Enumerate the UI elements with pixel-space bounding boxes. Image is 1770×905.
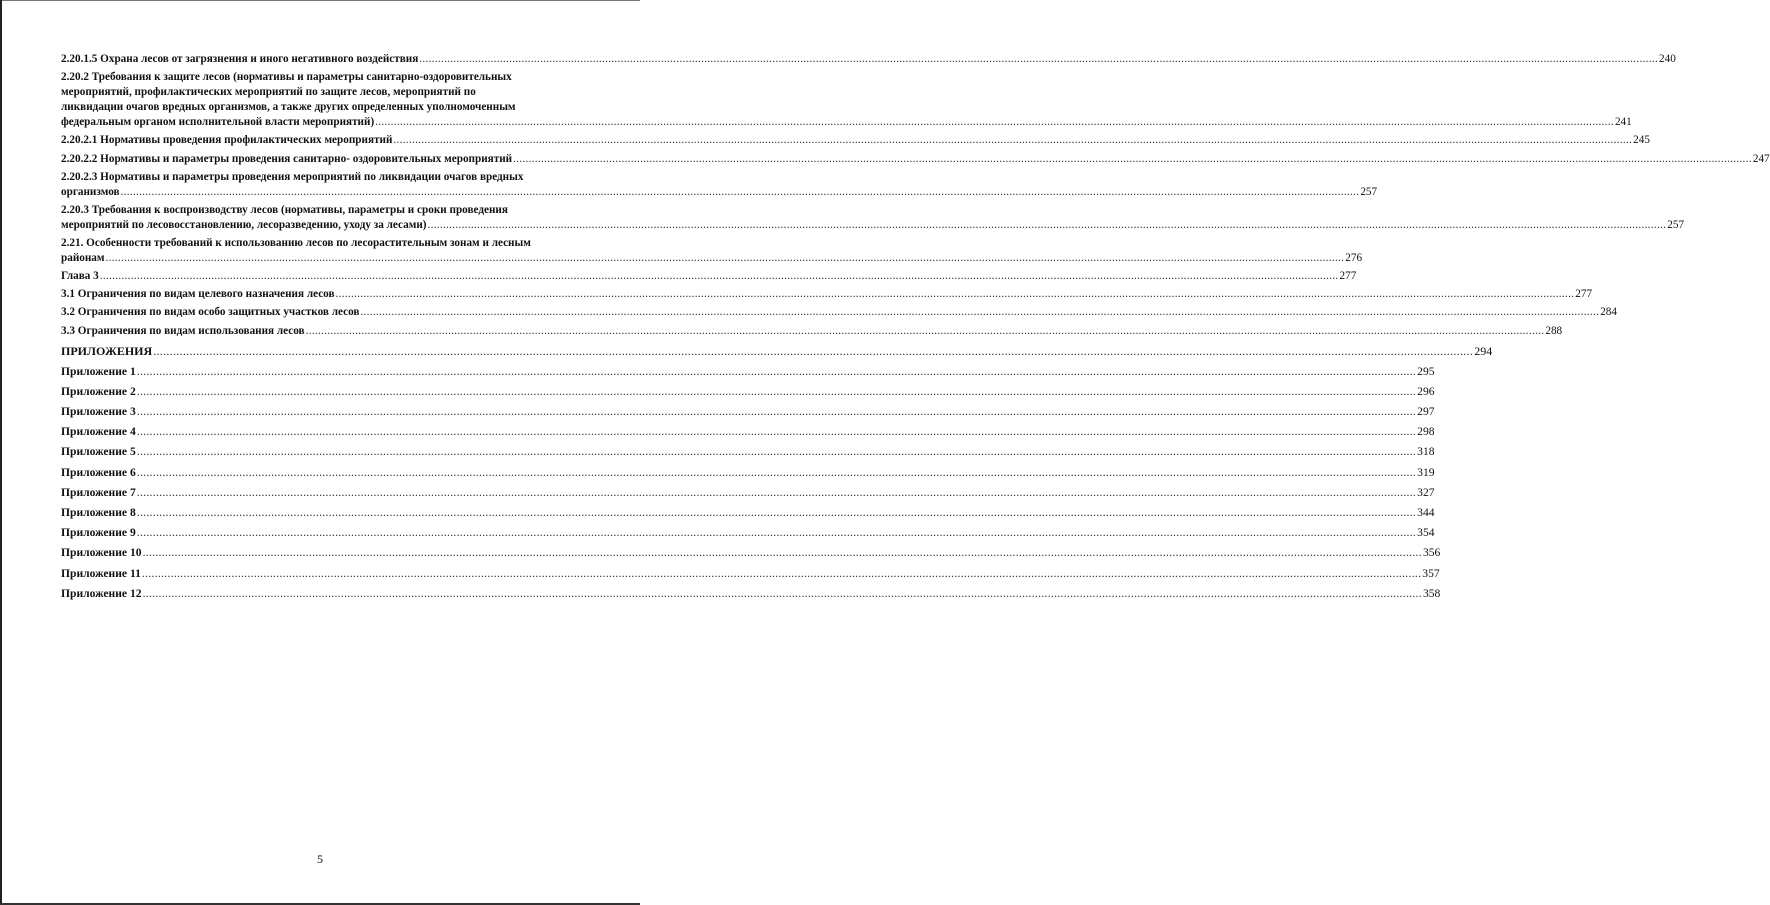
dot-leader: ................................................................................................................................................................................................................................................................................................................................................................................................................ <box>375 116 1614 129</box>
toc-page-number: 247 <box>1752 152 1770 165</box>
toc-entry-title-line: мероприятий, профилактических мероприятий по защите лесов, мероприятий по <box>61 86 476 99</box>
appendix-entry[interactable] <box>61 565 1440 582</box>
appendix-entry[interactable] <box>61 524 1435 541</box>
toc-page-number: 277 <box>1339 270 1357 283</box>
appendix-entry[interactable] <box>61 403 1435 420</box>
toc-entry[interactable] <box>61 305 1617 320</box>
toc-entry-title: Приложение 1 <box>61 364 136 378</box>
toc-entry[interactable] <box>61 287 1593 302</box>
toc-entry-line <box>61 287 1593 302</box>
appendix-entry[interactable] <box>61 464 1435 481</box>
toc-page-number: 318 <box>1417 445 1435 459</box>
toc-entry-line <box>61 324 1563 339</box>
dot-leader: ................................................................................................................................................................................................................................................................................................................................................................................................................ <box>136 445 1417 459</box>
toc-entry-title: Приложение 12 <box>61 586 142 600</box>
dot-leader: ................................................................................................................................................................................................................................................................................................................................................................................................................ <box>136 384 1417 398</box>
toc-entry-line <box>61 383 1435 400</box>
scan-edge-left <box>0 0 2 905</box>
appendix-entry[interactable] <box>61 504 1435 521</box>
appendix-entry[interactable] <box>61 484 1435 501</box>
toc-entry[interactable] <box>61 152 1770 167</box>
toc-entry-line <box>61 565 1440 582</box>
toc-entry-line <box>61 115 1632 130</box>
toc-entry-title: 3.3 Ограничения по видам использования лесов <box>61 324 305 337</box>
toc-entry-title-line: 2.20.2 Требования к защите лесов (нормативы и параметры санитарно-оздоровительных <box>61 71 512 84</box>
toc-entry-title: организмов <box>61 185 120 198</box>
toc-page-number: 356 <box>1422 546 1441 560</box>
toc-entry-line <box>61 218 1685 233</box>
toc-entry-title: 2.20.2.1 Нормативы проведения профилактических мероприятий <box>61 134 393 147</box>
toc-entry-line <box>61 52 1676 67</box>
toc-entry-title: Приложение 9 <box>61 526 136 540</box>
toc-entry-line <box>61 585 1441 602</box>
table-of-contents <box>61 52 1770 605</box>
toc-entry-line <box>61 152 1770 167</box>
toc-entry-title: 3.1 Ограничения по видам целевого назначения лесов <box>61 288 335 301</box>
dot-leader: ................................................................................................................................................................................................................................................................................................................................................................................................................ <box>99 270 1339 283</box>
dot-leader: ................................................................................................................................................................................................................................................................................................................................................................................................................ <box>335 288 1575 301</box>
toc-entry-line <box>61 464 1435 481</box>
toc-page-number: 294 <box>1474 343 1493 358</box>
toc-entry-line <box>61 363 1435 380</box>
toc-page-number: 284 <box>1600 306 1617 319</box>
toc-entry-title: ПРИЛОЖЕНИЯ <box>61 343 153 358</box>
toc-entry-line <box>61 251 1363 266</box>
toc-entry[interactable] <box>61 236 1363 266</box>
toc-page-number: 358 <box>1422 586 1441 600</box>
toc-entry-title: 2.20.2.2 Нормативы и параметры проведения санитарно- оздоровительных мероприятий <box>61 152 513 165</box>
dot-leader: ................................................................................................................................................................................................................................................................................................................................................................................................................ <box>305 324 1545 337</box>
dot-leader: ................................................................................................................................................................................................................................................................................................................................................................................................................ <box>136 425 1417 439</box>
toc-entry-title: Глава 3 <box>61 270 99 283</box>
dot-leader: ................................................................................................................................................................................................................................................................................................................................................................................................................ <box>393 134 1633 147</box>
toc-page-number: 296 <box>1417 384 1435 398</box>
toc-entry-title-line: 2.21. Особенности требований к использованию лесов по лесорастительным зонам и лесным <box>61 237 531 250</box>
toc-entry-title: 3.2 Ограничения по видам особо защитных участков лесов <box>61 306 360 319</box>
toc-entry[interactable] <box>61 52 1676 67</box>
toc-entry-line <box>61 133 1650 148</box>
dot-leader: ................................................................................................................................................................................................................................................................................................................................................................................................................ <box>419 53 1659 65</box>
toc-entry-title: районам <box>61 252 105 265</box>
appendix-entry[interactable] <box>61 443 1435 460</box>
appendix-entry[interactable] <box>61 363 1435 380</box>
dot-leader: ................................................................................................................................................................................................................................................................................................................................................................................................................ <box>141 566 1422 580</box>
dot-leader: ................................................................................................................................................................................................................................................................................................................................................................................................................ <box>153 343 1474 358</box>
dot-leader: ................................................................................................................................................................................................................................................................................................................................................................................................................ <box>142 546 1422 560</box>
toc-entry-title: Приложение 10 <box>61 546 142 560</box>
toc-page-number: 357 <box>1422 566 1440 580</box>
toc-entry-title-line: 2.20.2.3 Нормативы и параметры проведения мероприятий по ликвидации очагов вредных <box>61 170 524 183</box>
toc-entry-line <box>61 544 1441 561</box>
toc-entry-line <box>61 504 1435 521</box>
dot-leader: ................................................................................................................................................................................................................................................................................................................................................................................................................ <box>136 364 1417 378</box>
toc-entry-title: Приложение 11 <box>61 566 141 580</box>
toc-entry[interactable] <box>61 324 1563 339</box>
toc-entry-line <box>61 524 1435 541</box>
dot-leader: ................................................................................................................................................................................................................................................................................................................................................................................................................ <box>136 506 1417 520</box>
toc-entry-line <box>61 484 1435 501</box>
toc-page-number: 245 <box>1633 134 1650 147</box>
dot-leader: ................................................................................................................................................................................................................................................................................................................................................................................................................ <box>142 586 1422 600</box>
toc-page-number: 319 <box>1417 465 1435 479</box>
page-number: 5 <box>317 852 323 866</box>
toc-entry-line <box>61 423 1435 440</box>
dot-leader: ................................................................................................................................................................................................................................................................................................................................................................................................................ <box>136 465 1417 479</box>
toc-entry-line <box>61 305 1617 320</box>
toc-entry-title: Приложение 4 <box>61 425 136 439</box>
toc-page-number: 277 <box>1575 288 1593 301</box>
toc-entry-title: 2.20.1.5 Охрана лесов от загрязнения и иного негативного воздействия <box>61 53 419 65</box>
toc-page-number: 354 <box>1417 526 1435 540</box>
toc-entry-line <box>61 403 1435 420</box>
toc-page-number: 240 <box>1659 53 1676 65</box>
dot-leader: ................................................................................................................................................................................................................................................................................................................................................................................................................ <box>427 218 1667 231</box>
toc-page-number: 241 <box>1614 116 1632 129</box>
toc-entry-title: Приложение 6 <box>61 465 136 479</box>
dot-leader: ................................................................................................................................................................................................................................................................................................................................................................................................................ <box>120 185 1360 198</box>
toc-entry[interactable] <box>61 133 1650 148</box>
dot-leader: ................................................................................................................................................................................................................................................................................................................................................................................................................ <box>360 306 1600 319</box>
toc-entry-title: Приложение 2 <box>61 384 136 398</box>
toc-page-number: 344 <box>1417 506 1435 520</box>
toc-entry-line <box>61 269 1357 284</box>
appendix-entry[interactable] <box>61 544 1441 561</box>
dot-leader: ................................................................................................................................................................................................................................................................................................................................................................................................................ <box>513 152 1752 165</box>
appendix-entry[interactable] <box>61 585 1441 602</box>
toc-entry[interactable] <box>61 70 1632 130</box>
toc-entry-title: Приложение 3 <box>61 405 136 418</box>
toc-entry-title-line: ликвидации очагов вредных организмов, а также других определенных уполномоченным <box>61 101 516 114</box>
toc-entry-title: Приложение 7 <box>61 485 136 499</box>
appendices-heading[interactable] <box>61 342 1493 360</box>
toc-entry-line <box>61 342 1493 360</box>
toc-entry-line <box>61 443 1435 460</box>
toc-entry-title: мероприятий по лесовосстановлению, лесоразведению, уходу за лесами) <box>61 218 427 231</box>
toc-page-number: 257 <box>1360 185 1378 198</box>
dot-leader: ................................................................................................................................................................................................................................................................................................................................................................................................................ <box>105 252 1345 265</box>
toc-page-number: 276 <box>1345 252 1363 265</box>
dot-leader: ................................................................................................................................................................................................................................................................................................................................................................................................................ <box>136 485 1417 499</box>
toc-page-number: 297 <box>1417 405 1435 418</box>
dot-leader: ................................................................................................................................................................................................................................................................................................................................................................................................................ <box>136 405 1417 418</box>
appendix-entry[interactable] <box>61 423 1435 440</box>
scan-edge-top <box>0 0 640 1</box>
toc-entry[interactable] <box>61 203 1685 233</box>
toc-page-number: 288 <box>1545 324 1563 337</box>
appendix-entry[interactable] <box>61 383 1435 400</box>
toc-page-number: 257 <box>1667 218 1685 231</box>
toc-entry-title-line: 2.20.3 Требования к воспроизводству лесов (нормативы, параметры и сроки проведения <box>61 203 508 216</box>
toc-entry-title: федеральным органом исполнительной власти мероприятий) <box>61 116 375 129</box>
toc-entry-line <box>61 185 1378 200</box>
toc-page-number: 298 <box>1417 425 1435 439</box>
toc-entry[interactable] <box>61 269 1357 284</box>
dot-leader: ................................................................................................................................................................................................................................................................................................................................................................................................................ <box>136 526 1417 540</box>
toc-page-number: 327 <box>1417 485 1435 499</box>
toc-entry-title: Приложение 5 <box>61 445 136 459</box>
toc-page-number: 295 <box>1417 364 1435 378</box>
toc-entry[interactable] <box>61 170 1378 200</box>
toc-entry-title: Приложение 8 <box>61 506 136 520</box>
